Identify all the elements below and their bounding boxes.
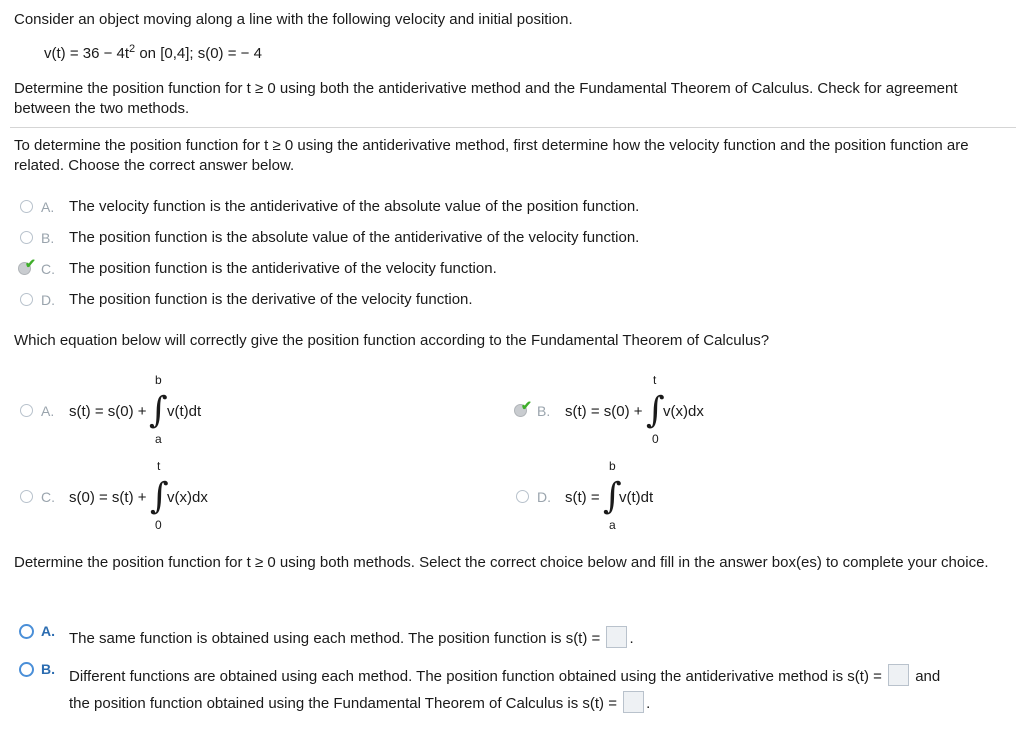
answer-box-ftc[interactable] (623, 691, 644, 713)
problem-intro: Consider an object moving along a line with the following velocity and initial position. (14, 11, 573, 28)
lower-limit: 0 (155, 518, 162, 532)
problem-task: Determine the position function for t ≥ 0 using both the antiderivative method and the Fundamental Theorem of Calculus. Check for agreement between the two methods. (14, 80, 958, 117)
equation-lhs: s(t) = s(0) + (69, 403, 147, 420)
option-text: The position function is the absolute value of the antiderivative of the velocity function. (69, 229, 640, 246)
velocity-formula: $v(t) = 36 - 4t^2$ on [0,4]; s(0) = − 4 (44, 43, 262, 62)
radio-c[interactable] (20, 490, 33, 503)
upper-limit: b (609, 459, 616, 473)
equation-lhs: s(0) = s(t) + (69, 489, 147, 506)
option-letter: C. (41, 261, 55, 277)
integrand: v(t)dt (167, 403, 202, 420)
lower-limit: 0 (652, 432, 659, 446)
integral-icon: ∫ (603, 476, 622, 517)
integrand: v(x)dx (167, 489, 208, 506)
option-letter: C. (41, 489, 55, 505)
radio-a[interactable] (19, 624, 34, 639)
checkmark-icon: ✔ (521, 398, 532, 413)
option-letter: D. (41, 292, 55, 308)
radio-b[interactable] (19, 662, 34, 677)
radio-a[interactable] (20, 404, 33, 417)
option-text: The velocity function is the antiderivative of the absolute value of the position function. (69, 198, 640, 215)
option-letter: A. (41, 403, 55, 419)
option-letter: A. (41, 199, 55, 215)
option-letter: D. (537, 489, 551, 505)
q1-prompt: To determine the position function for t ≥ 0 using the antiderivative method, first determine how the velocity function and the position function are related. Choose the correct answer below. (14, 137, 969, 174)
equation-lhs: s(t) = s(0) + (565, 403, 643, 420)
q3-prompt: Determine the position function for t ≥ 0 using both methods. Select the correct choice below and fill in the answer box(es) to complete your choice. (14, 554, 989, 571)
radio-a[interactable] (20, 200, 33, 213)
integrand: v(t)dt (619, 489, 654, 506)
upper-limit: t (157, 459, 161, 473)
radio-d[interactable] (20, 293, 33, 306)
divider (10, 127, 1016, 128)
option-text-line2: the position function obtained using the Fundamental Theorem of Calculus is s(t) = . (69, 691, 650, 713)
lower-limit: a (155, 432, 162, 446)
answer-box[interactable] (606, 626, 627, 648)
upper-limit: t (653, 373, 657, 387)
answer-box-antiderivative[interactable] (888, 664, 909, 686)
option-letter: B. (41, 230, 55, 246)
option-letter: B. (537, 403, 551, 419)
radio-d[interactable] (516, 490, 529, 503)
equation-lhs: s(t) = (565, 489, 600, 506)
option-letter: B. (41, 661, 55, 677)
checkmark-icon: ✔ (25, 256, 36, 271)
option-letter: A. (41, 623, 55, 639)
lower-limit: a (609, 518, 616, 532)
q2-prompt: Which equation below will correctly give the position function according to the Fundamental Theorem of Calculus? (14, 332, 770, 349)
upper-limit: b (155, 373, 162, 387)
integral-icon: ∫ (150, 476, 169, 517)
option-text: Different functions are obtained using each method. The position function obtained using the antiderivative method is s(t) = and (69, 664, 940, 686)
option-text: The same function is obtained using each method. The position function is s(t) = . (69, 626, 634, 648)
integral-icon: ∫ (149, 390, 168, 431)
option-text: The position function is the antiderivative of the velocity function. (69, 260, 497, 277)
option-text: The position function is the derivative of the velocity function. (69, 291, 473, 308)
radio-b[interactable] (20, 231, 33, 244)
integrand: v(x)dx (663, 403, 704, 420)
integral-icon: ∫ (646, 390, 665, 431)
